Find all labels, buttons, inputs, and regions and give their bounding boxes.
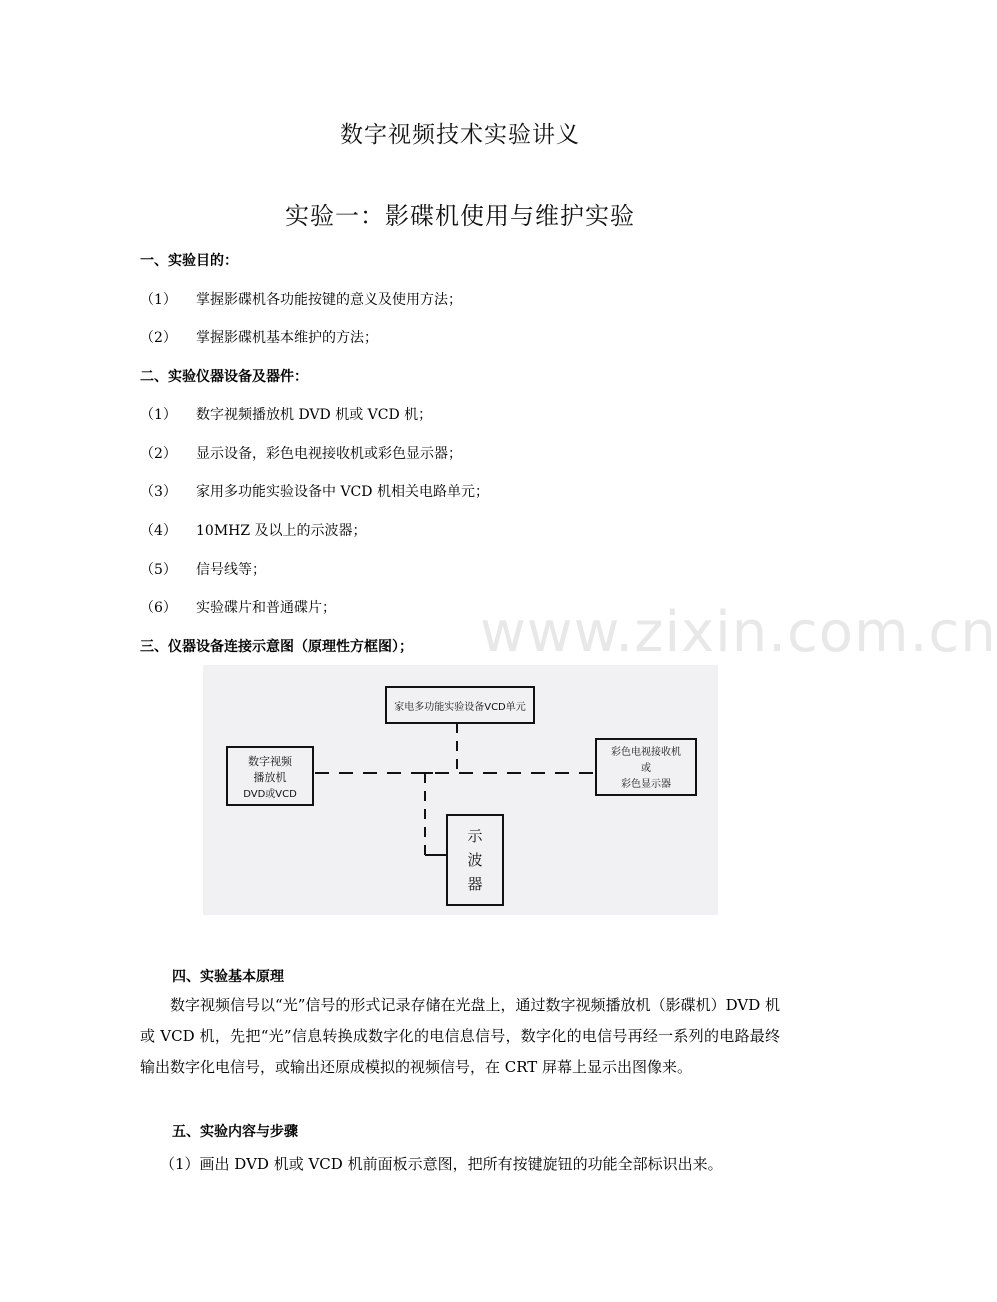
connection-diagram-svg [203,665,718,915]
item-text: 掌握影碟机各功能按键的意义及使用方法； [196,292,462,308]
display-label-line3: 彩色显示器 [621,779,671,790]
section3-heading: 三、仪器设备连接示意图（原理性方框图）； [140,639,413,655]
section2-item [140,597,336,617]
section1-heading: 一、实验目的： [140,253,238,269]
section5-step1: （1）画出 DVD 机或 VCD 机前面板示意图，把所有按键旋钮的功能全部标识出来。 [160,1155,723,1173]
item-number: （3） [140,484,177,500]
item-text: 掌握影碟机基本维护的方法； [196,330,378,346]
document-title: 数字视频技术实验讲义 [340,122,580,148]
item-number: （6） [140,600,177,616]
section2-heading: 二、实验仪器设备及器件： [140,369,308,385]
item-number: （4） [140,523,177,539]
item-number: （2） [140,446,177,462]
connection-diagram [203,665,718,915]
oscilloscope-label-char3: 器 [467,875,483,893]
item-text: 家用多功能实验设备中 VCD 机相关电路单元； [196,484,489,500]
player-label-line3: DVD或VCD [243,789,297,800]
item-number: （2） [140,330,177,346]
section1-item [140,289,462,309]
player-label-line1: 数字视频 [248,755,292,768]
section2-item [140,404,432,424]
item-text: 显示设备，彩色电视接收机或彩色显示器； [196,446,462,462]
display-label-line1: 彩色电视接收机 [611,747,681,758]
section2-item [140,559,266,579]
item-text: 数字视频播放机 DVD 机或 VCD 机； [196,407,433,423]
section2-item [140,481,489,501]
watermark: www.zixin.com.cn [480,600,997,665]
experiment-title: 实验一：影碟机使用与维护实验 [285,202,635,230]
oscilloscope-label-char1: 示 [467,827,483,845]
section4-paragraph: 数字视频信号以“光”信号的形式记录存储在光盘上，通过数字视频播放机（影碟机）DVD 机或 VCD 机，先把“光”信息转换成数字化的电信息信号，数字化的电信号再经一系列的电路最终输出数字化电信号，或输出还原成模拟的视频信号，在 CRT 屏幕上显示出图像来。 [140,996,780,1076]
section2-item [140,520,367,540]
item-text: 10MHZ 及以上的示波器； [196,523,367,539]
item-text: 信号线等； [196,562,266,578]
vcd-unit-label: 家电多功能实验设备VCD单元 [394,702,526,713]
section4-heading: 四、实验基本原理 [172,969,284,985]
section5-heading: 五、实验内容与步骤 [172,1124,298,1140]
section1-item [140,327,378,347]
item-number: （1） [140,292,177,308]
player-label-line2: 播放机 [253,771,287,784]
item-number: （1） [140,407,177,423]
section2-item [140,443,462,463]
oscilloscope-label-char2: 波 [467,851,483,869]
item-number: （5） [140,562,177,578]
item-text: 实验碟片和普通碟片； [196,600,336,616]
display-label-line2: 或 [641,763,651,774]
